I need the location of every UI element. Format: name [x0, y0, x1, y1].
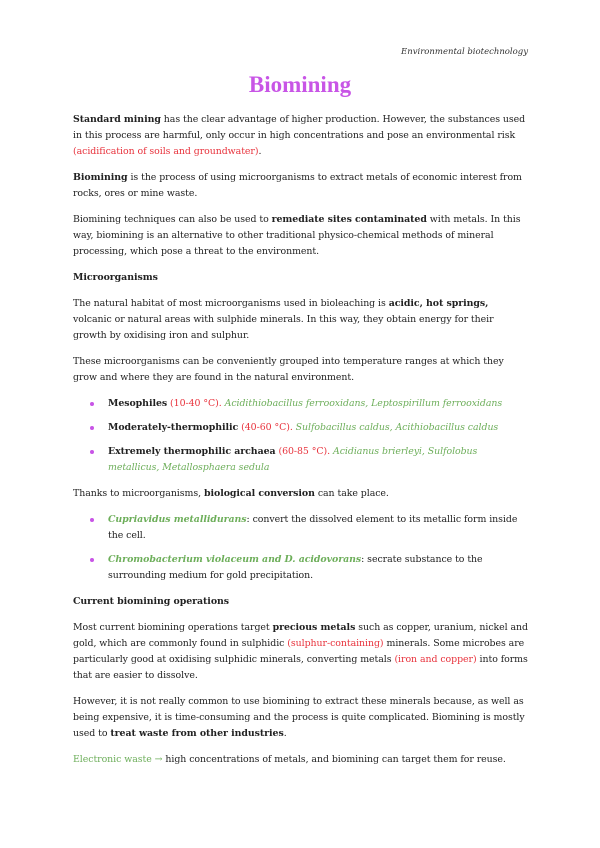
- conversion-list: [73, 512, 529, 584]
- list-item: Chromobacterium violaceum and D. acidovorans: secrate substance to the surrounding medium for gold precipitation.: [73, 552, 529, 584]
- document-body: [73, 112, 529, 778]
- highlight-acidification: (acidification of soils and groundwater): [73, 146, 259, 157]
- bullet-icon: [90, 518, 94, 522]
- temperature-group-list: [73, 396, 529, 476]
- paragraph-standard-mining: Standard mining has the clear advantage of higher production. However, the substances used in this process are harmful, only occur in high concentrations and pose an environmental risk (acidification of soils and groundwater).: [73, 114, 526, 157]
- paragraph-natural-habitat: The natural habitat of most microorganisms used in bioleaching is acidic, hot springs, volcanic or natural areas with sulphide minerals. In this way, they obtain energy for their growth by oxidising iron and sulphur.: [73, 298, 494, 341]
- page-title: Biomining: [248, 72, 352, 97]
- list-item: Mesophiles (10-40 °C). Acidithiobacillus ferrooxidans, Leptospirillum ferrooxidans: [73, 396, 529, 412]
- bullet-icon: [90, 450, 94, 454]
- section-heading-microorganisms: Microorganisms: [73, 272, 158, 283]
- term-electronic-waste: Electronic waste →: [73, 754, 163, 765]
- list-item: Moderately-thermophilic (40-60 °C). Sulfobacillus caldus, Acithiobacillus caldus: [73, 420, 529, 436]
- term-acidic-hot-springs: acidic, hot springs,: [388, 298, 489, 309]
- paragraph-biomining-definition: Biomining is the process of using microorganisms to extract metals of economic interest from rocks, ores or mine waste.: [73, 172, 522, 199]
- term-remediate: remediate sites contaminated: [271, 214, 427, 225]
- bullet-icon: [90, 426, 94, 430]
- section-heading-current-operations: Current biomining operations: [73, 596, 230, 607]
- term-biological-conversion: biological conversion: [203, 488, 315, 499]
- paragraph-biological-conversion: Thanks to microorganisms, biological conversion can take place.: [73, 488, 389, 499]
- list-item: Cupriavidus metallidurans: convert the dissolved element to its metallic form inside the cell.: [73, 512, 529, 544]
- paragraph-remediation: Biomining techniques can also be used to remediate sites contaminated with metals. In this way, biomining is an alternative to other traditional physico-chemical methods of mineral processing, which pose a threat to the environment.: [73, 214, 521, 257]
- paragraph-waste-treatment: However, it is not really common to use biomining to extract these minerals because, as well as being expensive, it is time-consuming and the process is quite complicated. Biomining is mostly used to treat waste from other industries.: [73, 696, 525, 739]
- bullet-icon: [90, 402, 94, 406]
- term-treat-waste: treat waste from other industries: [110, 728, 284, 739]
- term-biomining: Biomining: [73, 172, 128, 183]
- paragraph-electronic-waste: Electronic waste → high concentrations of metals, and biomining can target them for reuse.: [73, 754, 506, 765]
- list-item: Extremely thermophilic archaea (60-85 °C). Acidianus brierleyi, Sulfolobus metallicus, Metallosphaera sedula: [73, 444, 529, 476]
- running-header: Environmental biotechnology: [401, 47, 528, 57]
- term-precious-metals: precious metals: [272, 622, 356, 633]
- term-standard-mining: Standard mining: [73, 114, 161, 125]
- bullet-icon: [90, 558, 94, 562]
- paragraph-precious-metals: Most current biomining operations target precious metals such as copper, uranium, nickel and gold, which are commonly found in sulphidic (sulphur-containing) minerals. Some microbes are particularly good at oxidising sulphidic minerals, converting metals (iron and copper) into forms that are easier to dissolve.: [73, 622, 529, 681]
- paragraph-temperature-groups: These microorganisms can be conveniently grouped into temperature ranges at which they grow and where they are found in the natural environment.: [73, 356, 504, 383]
